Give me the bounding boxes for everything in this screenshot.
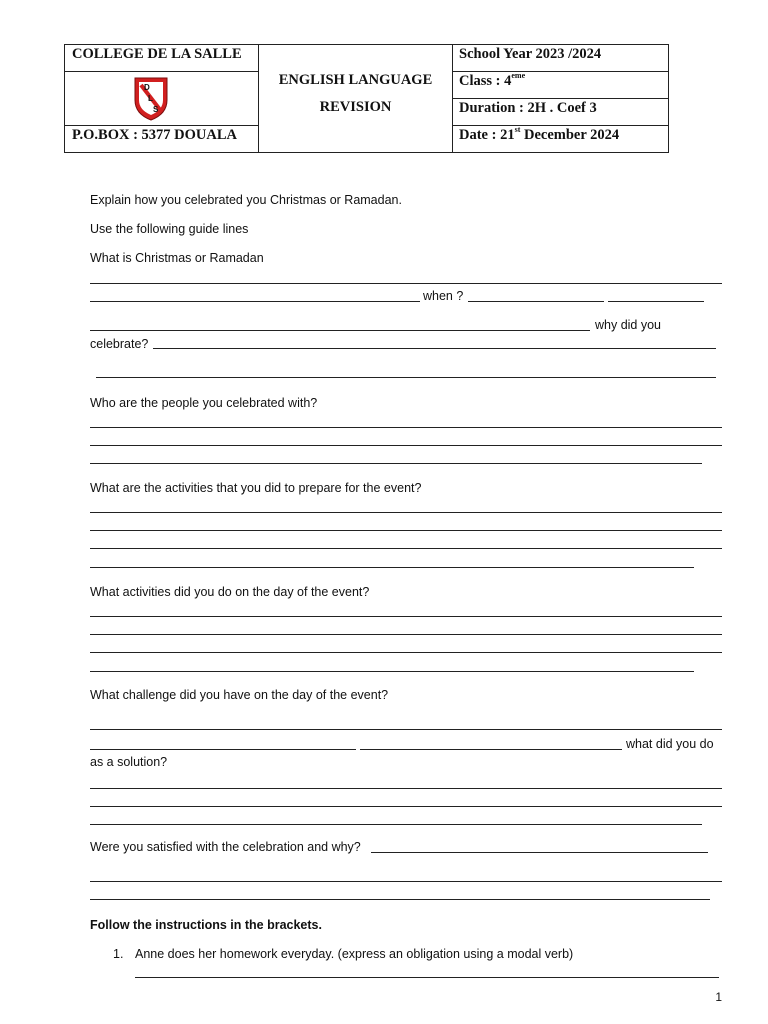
answer-line[interactable] (90, 567, 694, 568)
class-label: Class : 4eme (459, 71, 526, 89)
answer-line[interactable] (371, 852, 708, 853)
school-year: School Year 2023 /2024 (459, 46, 602, 62)
prompt-solution-a: what did you do (626, 737, 714, 751)
answer-line[interactable] (90, 788, 722, 789)
answer-line[interactable] (135, 977, 719, 978)
page-number: 1 (715, 990, 722, 1004)
logo-cell (65, 72, 259, 126)
answer-line[interactable] (608, 301, 704, 302)
answer-line[interactable] (90, 616, 722, 617)
subject-cell (259, 45, 453, 153)
answer-line[interactable] (360, 749, 622, 750)
answer-line[interactable] (90, 283, 722, 284)
answer-line[interactable] (96, 377, 716, 378)
section-heading: Follow the instructions in the brackets. (90, 918, 322, 932)
answer-line[interactable] (90, 671, 694, 672)
answer-line[interactable] (90, 427, 722, 428)
school-logo (131, 74, 171, 122)
prompt-celebrate: celebrate? (90, 337, 149, 351)
prompt-solution-b: as a solution? (90, 755, 168, 769)
answer-line[interactable] (90, 881, 722, 882)
logo-letter-d: D (144, 83, 150, 92)
intro-line-2: Use the following guide lines (90, 222, 249, 236)
class-duration-cell (453, 72, 669, 126)
answer-line[interactable] (90, 330, 590, 331)
school-name-cell (65, 45, 259, 72)
logo-letter-s: S (153, 105, 159, 114)
answer-line[interactable] (90, 729, 722, 730)
answer-line[interactable] (90, 301, 420, 302)
date-cell (453, 126, 669, 153)
prompt-why: why did you (595, 318, 662, 332)
answer-line[interactable] (153, 348, 716, 349)
answer-line[interactable] (468, 301, 604, 302)
item-1-number: 1. (113, 947, 124, 961)
intro-line-1: Explain how you celebrated you Christmas or Ramadan. (90, 193, 402, 207)
pobox: P.O.BOX : 5377 DOUALA (72, 127, 238, 143)
answer-line[interactable] (90, 445, 722, 446)
answer-line[interactable] (90, 512, 722, 513)
school-name: COLLEGE DE LA SALLE (72, 46, 242, 62)
intro-line-3: What is Christmas or Ramadan (90, 251, 264, 265)
header-table (64, 44, 669, 153)
question-day: What activities did you do on the day of the event? (90, 585, 370, 599)
date-label: Date : 21st December 2024 (459, 125, 620, 143)
question-prepare: What are the activities that you did to prepare for the event? (90, 481, 422, 495)
pobox-cell (65, 126, 259, 153)
school-year-cell (453, 45, 669, 72)
answer-line[interactable] (90, 899, 710, 900)
logo-letter-l: L (148, 94, 153, 103)
answer-line[interactable] (90, 824, 702, 825)
answer-line[interactable] (90, 806, 722, 807)
subject-title: ENGLISH LANGUAGE (278, 72, 433, 88)
subject-subtitle: REVISION (319, 99, 392, 115)
answer-line[interactable] (90, 530, 722, 531)
item-1-text: Anne does her homework everyday. (express an obligation using a modal verb) (135, 947, 574, 961)
answer-line[interactable] (90, 548, 722, 549)
duration-label: Duration : 2H . Coef 3 (459, 100, 597, 116)
answer-line[interactable] (90, 463, 702, 464)
answer-line[interactable] (90, 634, 722, 635)
prompt-when: when ? (423, 289, 464, 303)
answer-line[interactable] (90, 652, 722, 653)
question-people: Who are the people you celebrated with? (90, 396, 318, 410)
question-challenge: What challenge did you have on the day of the event? (90, 688, 389, 702)
answer-line[interactable] (90, 749, 356, 750)
question-satisfied: Were you satisfied with the celebration and why? (90, 840, 361, 854)
